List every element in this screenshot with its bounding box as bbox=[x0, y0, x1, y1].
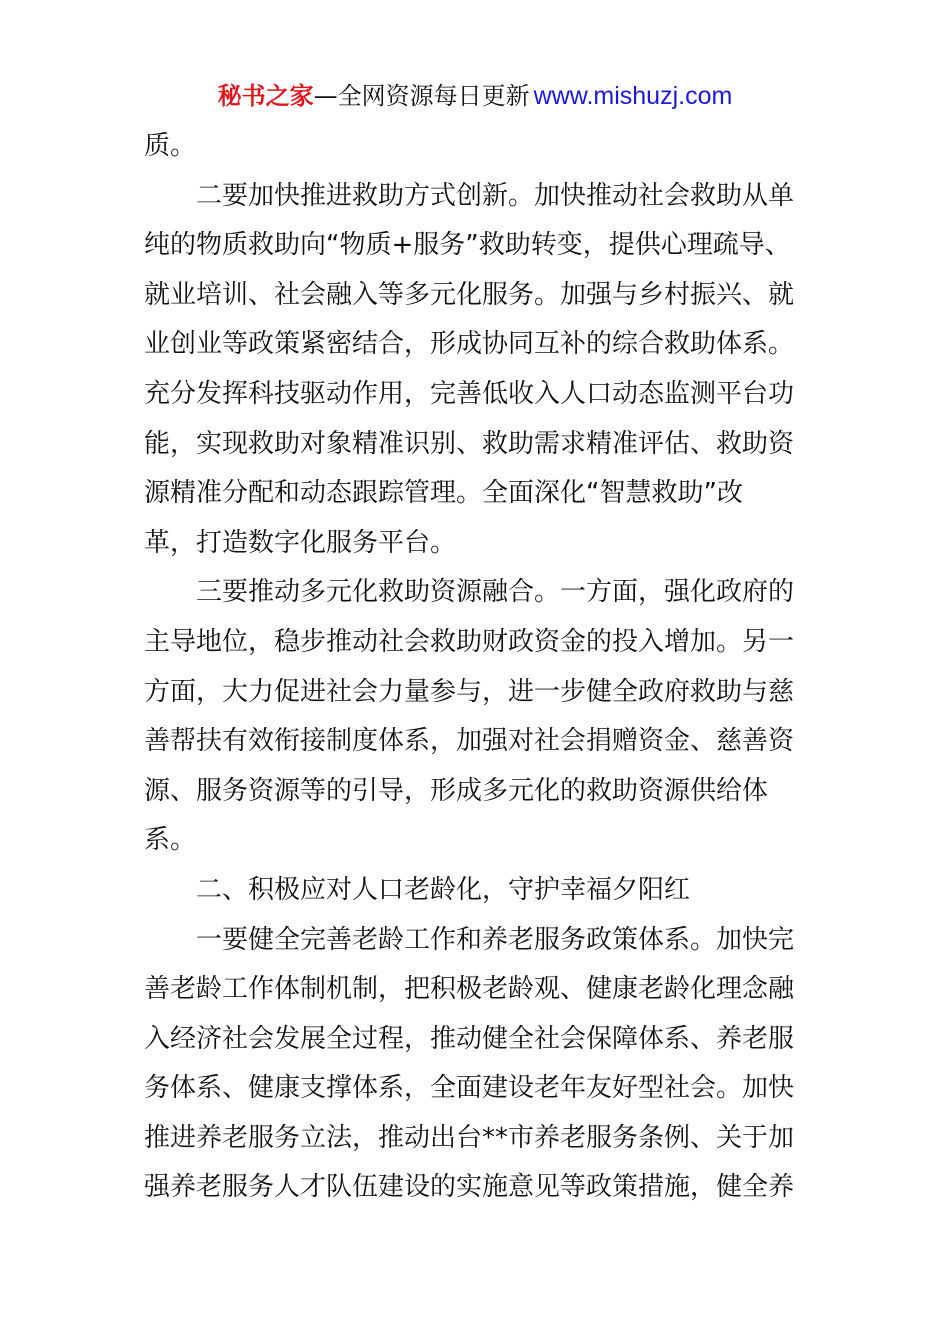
site-header bbox=[0, 80, 950, 112]
text-line: 系。 bbox=[144, 825, 197, 856]
text-line: 能，实现救助对象精准识别、救助需求精准评估、救助资 bbox=[144, 428, 795, 459]
text-line: 善帮扶有效衔接制度体系，加强对社会捐赠资金、慈善资 bbox=[144, 726, 795, 757]
text-line: 推进养老服务立法，推动出台**市养老服务条例、关于加 bbox=[144, 1122, 795, 1153]
text-line: 善老龄工作体制机制，把积极老龄观、健康老龄化理念融 bbox=[144, 974, 795, 1005]
text-line: 二要加快推进救助方式创新。加快推动社会救助从单 bbox=[196, 180, 795, 211]
site-url-link[interactable]: www.mishuzj.com bbox=[533, 82, 733, 110]
document-body bbox=[144, 122, 806, 1213]
text-line: 就业培训、社会融入等多元化服务。加强与乡村振兴、就 bbox=[144, 279, 795, 310]
text-line: 革，打造数字化服务平台。 bbox=[144, 527, 457, 558]
text-line: 充分发挥科技驱动作用，完善低收入人口动态监测平台功 bbox=[144, 378, 795, 409]
text-line: 业创业等政策紧密结合，形成协同互补的综合救助体系。 bbox=[144, 329, 795, 360]
text-line: 质。 bbox=[144, 131, 197, 161]
text-line: 二、积极应对人口老龄化，守护幸福夕阳红 bbox=[196, 874, 691, 905]
brand-name: 秘书之家 bbox=[217, 82, 314, 110]
text-line: 纯的物质救助向“物质+服务”救助转变，提供心理疏导、 bbox=[144, 230, 791, 261]
text-line: 务体系、健康支撑体系，全面建设老年友好型社会。加快 bbox=[144, 1073, 795, 1104]
text-line: 主导地位，稳步推动社会救助财政资金的投入增加。另一 bbox=[144, 626, 795, 657]
text-line: 源、服务资源等的引导，形成多元化的救助资源供给体 bbox=[144, 775, 769, 806]
text-line: 三要推动多元化救助资源融合。一方面，强化政府的 bbox=[196, 577, 795, 608]
text-line: 方面，大力促进社会力量参与，进一步健全政府救助与慈 bbox=[144, 676, 795, 707]
text-line: 源精准分配和动态跟踪管理。全面深化“智慧救助”改 bbox=[144, 478, 743, 509]
text-line: 一要健全完善老龄工作和养老服务政策体系。加快完 bbox=[196, 924, 795, 955]
text-line: 入经济社会发展全过程，推动健全社会保障体系、养老服 bbox=[144, 1023, 795, 1054]
text-line: 强养老服务人才队伍建设的实施意见等政策措施，健全养 bbox=[144, 1172, 795, 1203]
header-tagline: —全网资源每日更新 bbox=[313, 82, 530, 110]
